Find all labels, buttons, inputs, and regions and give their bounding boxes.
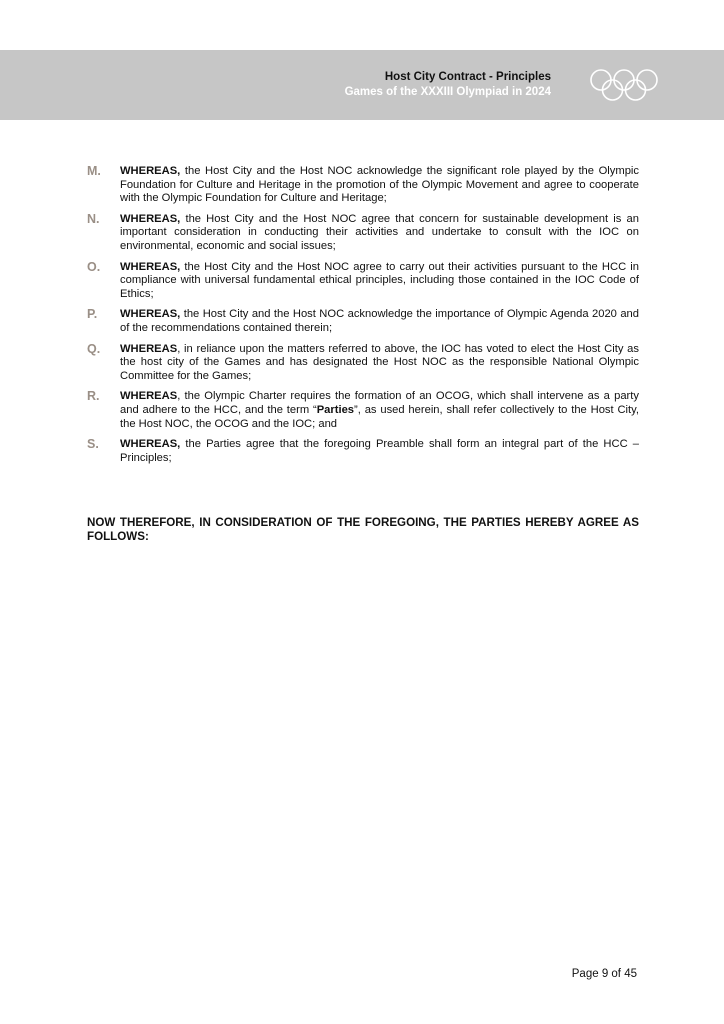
- clause-text: [120, 343, 639, 384]
- clause-s: [87, 438, 639, 465]
- clause-body: the Host City and the Host NOC agree to carry out their activities pursuant to the HCC in compliance with universal fundamental ethical principles, including those contained in the IOC Code of Ethics;: [120, 260, 639, 300]
- clause-lead: WHEREAS,: [120, 260, 181, 273]
- page-number: Page 9 of 45: [571, 968, 637, 980]
- clause-o: [87, 261, 639, 302]
- clause-lead: WHEREAS,: [120, 438, 181, 451]
- clause-lead: WHEREAS,: [120, 165, 181, 177]
- clause-text: [120, 438, 639, 465]
- preamble-clauses: [87, 165, 639, 472]
- olympic-rings-icon: [589, 68, 659, 102]
- page-header: [0, 50, 724, 120]
- clause-p: [87, 308, 639, 335]
- clause-body-continued: ”, as used herein, shall refer collectively to the Host City, the Host NOC, the OCOG and the IOC; and: [120, 403, 639, 430]
- clause-lead: WHEREAS: [120, 390, 178, 403]
- clause-m: [87, 165, 639, 206]
- clause-letter: M.: [87, 164, 101, 178]
- clause-text: [120, 390, 639, 431]
- clause-text: [120, 213, 639, 254]
- clause-text: [120, 261, 639, 302]
- header-title: Host City Contract - Principles: [384, 71, 551, 83]
- defined-term: Parties: [316, 403, 355, 416]
- clause-letter: S.: [87, 437, 99, 452]
- operative-statement: NOW THEREFORE, IN CONSIDERATION OF THE FOREGOING, THE PARTIES HEREBY AGREE AS FOLLOWS:: [87, 516, 639, 543]
- clause-lead: WHEREAS: [120, 342, 178, 355]
- clause-body: , the Olympic Charter requires the formation of an OCOG, which shall intervene as a party and adhere to the HCC, and the term “: [120, 390, 639, 416]
- clause-text: [120, 308, 639, 335]
- clause-body: the Parties agree that the foregoing Preamble shall form an integral part of the HCC – Principles;: [120, 438, 639, 464]
- clause-letter: O.: [87, 259, 101, 274]
- header-subtitle: Games of the XXXIII Olympiad in 2024: [344, 86, 551, 98]
- clause-lead: WHEREAS,: [120, 308, 181, 321]
- clause-letter: P.: [87, 307, 98, 322]
- clause-q: [87, 343, 639, 384]
- clause-lead: WHEREAS,: [120, 212, 181, 225]
- clause-n: [87, 213, 639, 254]
- clause-letter: N.: [87, 211, 100, 226]
- clause-letter: R.: [87, 389, 100, 404]
- clause-body: the Host City and the Host NOC acknowledge the significant role played by the Olympic Foundation for Culture and Heritage in the promotion of the Olympic Movement and agree to cooperate with the Olympic Foundation for Culture and Heritage;: [120, 165, 639, 205]
- clause-body: the Host City and the Host NOC agree that concern for sustainable development is an important consideration in conducting their activities and undertake to consult with the IOC on environmental, economic and social issues;: [120, 212, 639, 252]
- clause-r: [87, 390, 639, 431]
- clause-body: , in reliance upon the matters referred to above, the IOC has voted to elect the Host City as the host city of the Games and has designated the Host NOC as the responsible National Olympic Committee for the Games;: [120, 342, 639, 382]
- clause-body: the Host City and the Host NOC acknowledge the importance of Olympic Agenda 2020 and of the recommendations contained therein;: [120, 308, 639, 334]
- clause-letter: Q.: [87, 341, 101, 356]
- clause-text: [120, 165, 639, 206]
